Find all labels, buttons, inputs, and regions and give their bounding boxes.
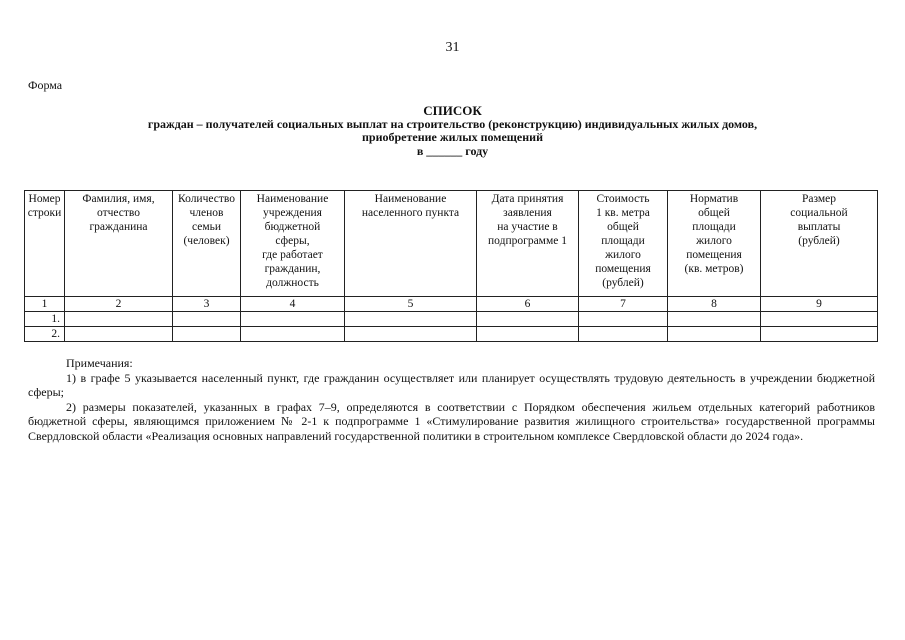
column-number-cell: 3 [173, 297, 241, 312]
column-header-line: подпрограмме 1 [488, 235, 567, 247]
column-header-line: где работает [262, 249, 323, 261]
column-header-line: учреждения [263, 207, 322, 219]
column-header-line: Стоимость [596, 193, 650, 205]
form-label: Форма [28, 78, 63, 92]
note-item-1: 1) в графе 5 указывается населенный пункт, где гражданин осуществляет или планирует осуществлять трудовую деятельность в учреждении бюджетной сферы; [28, 370, 875, 399]
column-header-line: на участие в [497, 221, 558, 233]
column-header-line: семьи [191, 221, 222, 233]
column-number-cell: 4 [241, 297, 345, 312]
column-header-line: 1 кв. метра [596, 207, 650, 219]
column-header-5 [345, 191, 477, 297]
column-header-line: помещения [686, 249, 742, 261]
table-cell [477, 327, 579, 342]
column-header-line: жилого [605, 249, 641, 261]
column-header-line: Дата принятия [491, 193, 564, 205]
table-row [25, 312, 878, 327]
column-number-row [25, 297, 878, 312]
title-main: СПИСОК [423, 103, 482, 118]
column-header-line: гражданина [89, 221, 148, 233]
column-header-line: строки [27, 207, 62, 219]
row-number-cell: 1. [25, 312, 65, 327]
page-number: 31 [445, 40, 460, 55]
column-header-line: общей [607, 221, 639, 233]
column-header-9 [761, 191, 878, 297]
column-header-line: общей [698, 207, 730, 219]
table-cell [173, 312, 241, 327]
column-header-line: бюджетной [264, 221, 321, 233]
table-cell [477, 312, 579, 327]
row-number-cell: 2. [25, 327, 65, 342]
document-title [0, 104, 905, 158]
column-header-line: населенного пункта [361, 207, 460, 219]
column-header-line: Фамилия, имя, [82, 193, 155, 205]
column-header-6 [477, 191, 579, 297]
table-cell [761, 327, 878, 342]
table-cell [668, 327, 761, 342]
column-header-4 [241, 191, 345, 297]
table-cell [579, 312, 668, 327]
column-header-line: площади [692, 221, 736, 233]
column-header-line: площади [601, 235, 645, 247]
column-header-8 [668, 191, 761, 297]
column-header-line: Наименование [256, 193, 329, 205]
column-header-7 [579, 191, 668, 297]
table-cell [65, 312, 173, 327]
table-cell [241, 312, 345, 327]
table-cell [668, 312, 761, 327]
column-header-3 [173, 191, 241, 297]
column-header-line: социальной [790, 207, 848, 219]
column-header-line: сферы, [275, 235, 310, 247]
column-header-line: заявления [503, 207, 552, 219]
column-header-line: отчество [96, 207, 141, 219]
table-row [25, 327, 878, 342]
note-item-2: 2) размеры показателей, указанных в графах 7–9, определяются в соответствии с Порядком обеспечения жильем отдельных категорий работников бюджетной сферы, являющимся приложением № 2-1 к подпрограмме 1 «Стимулирование развития жилищного строительства» государственной программы Свердловской области «Реализация основных направлений государственной политики в строительном комплексе Свердловской области до 2024 года». [28, 399, 875, 443]
table-cell [241, 327, 345, 342]
column-number-cell: 9 [761, 297, 878, 312]
title-line-1: граждан – получателей социальных выплат на строительство (реконструкцию) индивидуальных жилых домов, [147, 116, 758, 131]
column-header-line: Наименование [374, 193, 447, 205]
column-header-line: помещения [595, 263, 651, 275]
column-number-cell: 6 [477, 297, 579, 312]
column-header-2 [65, 191, 173, 297]
recipients-table [24, 190, 878, 342]
table-cell [65, 327, 173, 342]
column-header-line: должность [266, 277, 319, 289]
column-header-line: членов [189, 207, 224, 219]
table-cell [345, 327, 477, 342]
column-header-line: Размер [801, 193, 836, 205]
table-header-row [25, 191, 878, 297]
column-header-line: выплаты [797, 221, 841, 233]
title-line-2: приобретение жилых помещений [362, 130, 543, 144]
column-number-cell: 8 [668, 297, 761, 312]
table-cell [173, 327, 241, 342]
column-header-line: Количество [178, 193, 235, 205]
notes-heading: Примечания: [66, 356, 133, 370]
column-number-cell: 5 [345, 297, 477, 312]
column-number-cell: 2 [65, 297, 173, 312]
column-header-line: Номер [28, 193, 61, 205]
column-header-line: (кв. метров) [684, 263, 744, 275]
column-header-line: Норматив [689, 193, 739, 205]
table-cell [761, 312, 878, 327]
column-number-cell: 1 [25, 297, 65, 312]
column-header-line: (человек) [183, 235, 230, 247]
table-cell [579, 327, 668, 342]
notes-section [28, 356, 875, 443]
column-header-line: (рублей) [602, 277, 644, 289]
column-header-line: жилого [696, 235, 732, 247]
column-number-cell: 7 [579, 297, 668, 312]
column-header-line: гражданин, [264, 263, 321, 275]
column-header-line: (рублей) [798, 235, 840, 247]
table-cell [345, 312, 477, 327]
title-line-3: в ______ году [416, 143, 489, 158]
column-header-1 [25, 191, 65, 297]
